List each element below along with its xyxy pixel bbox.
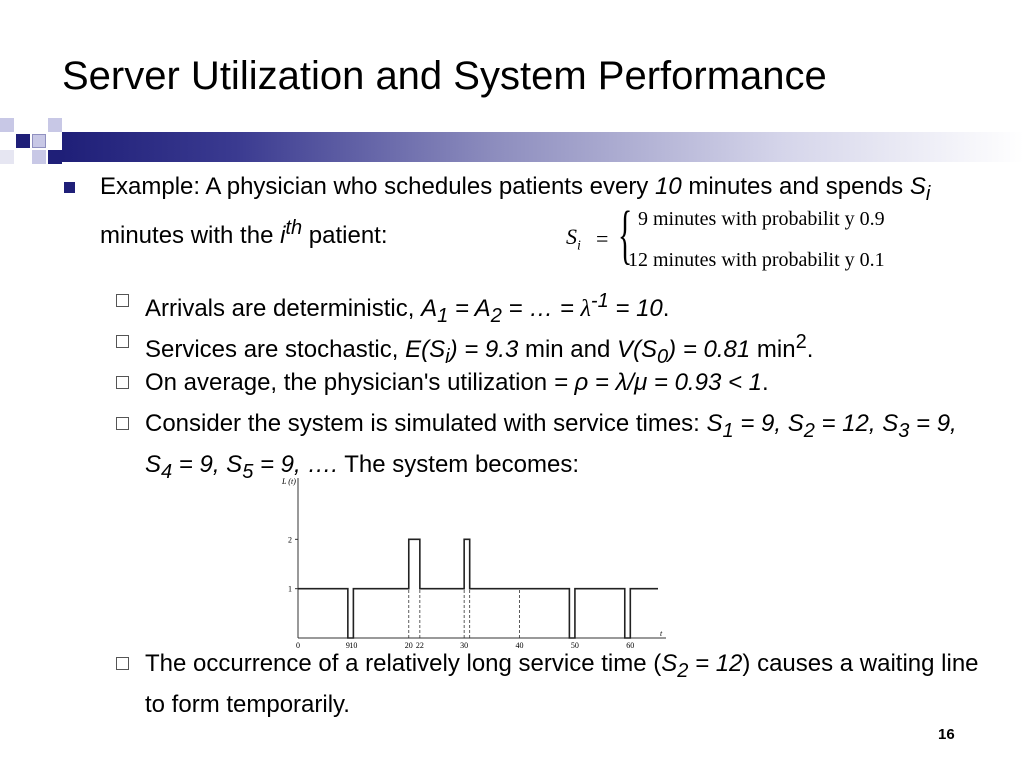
sub-bullet-marker xyxy=(116,657,129,670)
formula-equals: = xyxy=(596,226,609,251)
text-run: ) causes a waiting line to form temporarily. xyxy=(145,650,979,718)
x-tick-label: 9 xyxy=(345,641,350,650)
queue-length-chart xyxy=(270,472,670,652)
text-run: On average, the physician's utilization xyxy=(145,369,554,396)
text-run: . xyxy=(761,369,769,396)
sub-bullet-marker xyxy=(116,417,129,430)
math-run: E(S xyxy=(405,336,446,363)
math-run: S xyxy=(661,650,678,677)
slide-title: Server Utilization and System Performance xyxy=(62,54,827,98)
page-number: 16 xyxy=(938,726,955,743)
y-tick-label: 1 xyxy=(288,584,292,594)
text-run: min and xyxy=(518,336,618,363)
math-sub: i xyxy=(445,345,450,368)
header-band xyxy=(62,132,1024,162)
text-run: The system becomes: xyxy=(338,450,579,478)
formula-case-1: 9 minutes with probabilit y 0.9 xyxy=(638,208,885,230)
math-run: = 12, S xyxy=(814,410,899,437)
math-run: ) = 9.3 xyxy=(449,336,519,363)
x-tick-label: 10 xyxy=(349,641,358,650)
service-time-formula xyxy=(566,198,966,276)
x-tick-label: 22 xyxy=(415,641,424,650)
math-run: = … = xyxy=(501,295,581,322)
math-run: V(S xyxy=(617,336,658,363)
decor-square xyxy=(16,134,30,148)
x-tick-label: 0 xyxy=(296,641,300,650)
math-sub: 4 xyxy=(161,460,173,483)
decor-square xyxy=(32,150,46,164)
text-run: Arrivals are deterministic, xyxy=(145,295,422,322)
math-run: S xyxy=(566,224,577,249)
decor-square xyxy=(0,118,14,132)
math-run: ) = 0.81 xyxy=(668,336,751,363)
text-sup: 2 xyxy=(795,331,807,353)
text-run: min xyxy=(750,336,796,363)
decor-square xyxy=(32,134,46,148)
math-sup: -1 xyxy=(590,290,609,312)
y-tick-label: 2 xyxy=(288,535,292,545)
math-run: A xyxy=(421,295,438,322)
sub-bullet-marker xyxy=(116,294,129,307)
text-run: patient: xyxy=(302,221,388,249)
math-run: λ xyxy=(580,296,591,322)
math-run: = 9, …. xyxy=(253,450,339,478)
x-tick-label: 30 xyxy=(460,641,469,650)
math-sub: 2 xyxy=(490,304,502,327)
text-run: The occurrence of a relatively long service time ( xyxy=(145,650,662,677)
math-sub: 1 xyxy=(722,419,734,442)
text-run: Example: A physician who schedules patients every xyxy=(100,173,655,200)
text-run: 10 xyxy=(654,173,682,200)
decor-square xyxy=(0,150,14,164)
formula-case-2: 12 minutes with probabilit y 0.1 xyxy=(628,249,885,271)
math-run: = 12 xyxy=(688,650,743,677)
x-tick-label: 60 xyxy=(626,641,635,650)
formula-lhs xyxy=(566,224,581,254)
math-run: = A xyxy=(448,295,491,322)
math-run: = 9, S xyxy=(733,410,804,437)
text-run: minutes and spends xyxy=(681,173,910,200)
text-run: . xyxy=(806,336,814,363)
math-run: = 9, S xyxy=(172,450,243,478)
x-tick-label: 40 xyxy=(515,641,524,650)
decor-square xyxy=(48,150,62,164)
x-axis-label: t xyxy=(660,629,663,638)
math-sub: 2 xyxy=(803,419,815,442)
math-sub: 1 xyxy=(437,304,449,327)
math-run: = 10 xyxy=(608,295,663,322)
math-sub: i xyxy=(925,182,931,205)
text-run: . xyxy=(662,295,670,322)
math-sub: 3 xyxy=(898,419,910,442)
left-brace-icon: { xyxy=(618,198,633,271)
math-sub: 2 xyxy=(677,659,689,682)
sub-bullet-marker xyxy=(116,335,129,348)
math-run: S xyxy=(909,173,926,200)
math-run: S xyxy=(706,410,723,437)
math-sub: i xyxy=(577,238,581,254)
math-run: = 9, S xyxy=(145,410,957,478)
sub-bullet-utilization xyxy=(145,366,769,400)
math-run: i xyxy=(280,221,286,249)
queue-length-series xyxy=(298,539,658,638)
y-axis-label: L (t) xyxy=(282,477,296,486)
text-run: Services are stochastic, xyxy=(145,336,406,363)
text-run: minutes with the xyxy=(100,221,281,249)
math-sub: 5 xyxy=(242,460,254,483)
x-tick-label: 20 xyxy=(404,641,413,650)
decor-square xyxy=(48,118,62,132)
math-sup: th xyxy=(285,216,303,239)
sub-bullet-occurrence xyxy=(145,647,995,722)
sub-bullet-marker xyxy=(116,376,129,389)
x-tick-label: 50 xyxy=(570,641,579,650)
math-run: = ρ = λ/μ = 0.93 < 1 xyxy=(553,369,762,396)
math-sub: 0 xyxy=(657,345,669,368)
main-bullet-marker xyxy=(64,182,75,193)
text-run: Consider the system is simulated with service times: xyxy=(145,410,707,437)
